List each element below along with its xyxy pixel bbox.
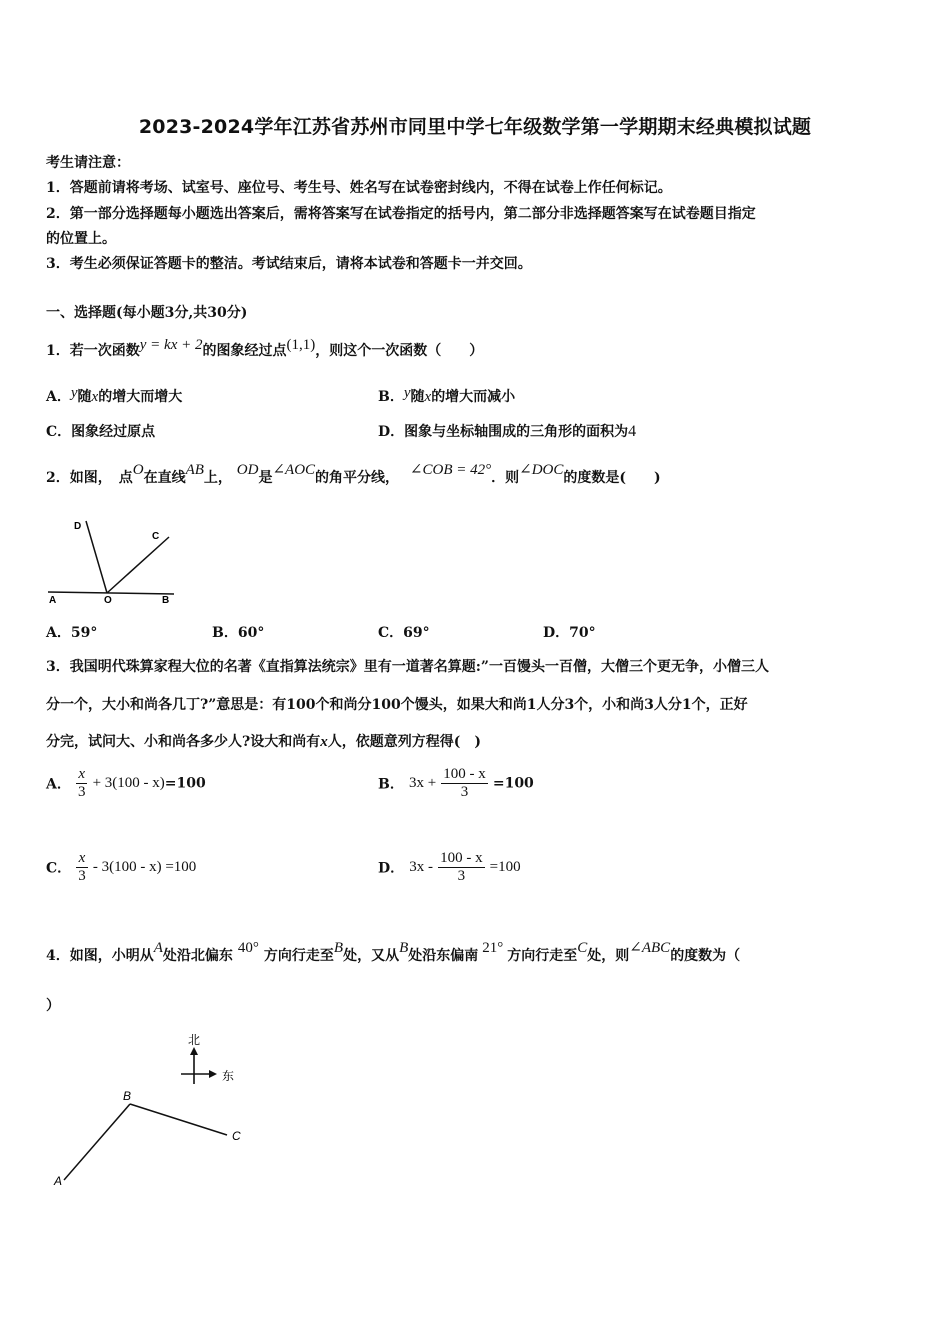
notice-item-3: 3．考生必须保证答题卡的整洁。考试结束后，请将本试卷和答题卡一并交回。	[46, 256, 532, 272]
fraction: $\frac{100 - x}{3}$	[440, 850, 483, 884]
notice-item-1: 1．答题前请将考场、试室号、座位号、考生号、姓名写在试卷密封线内，不得在试卷上作任何标记。	[46, 180, 672, 196]
label-b: B	[123, 1089, 132, 1103]
q4-stem-close: ）	[46, 998, 60, 1014]
q2-option-c[interactable]: C．69°	[378, 625, 430, 641]
ray-oc	[107, 537, 169, 593]
q1-option-d[interactable]: D．图象与坐标轴围成的三角形的面积为4	[378, 423, 637, 440]
label-d: D	[74, 521, 82, 532]
page-title: 2023-2024学年江苏省苏州市同里中学七年级数学第一学期期末经典模拟试题	[138, 116, 812, 138]
path-bc	[130, 1104, 227, 1135]
q3-option-a[interactable]: A． $\frac{x}{3}$ + 3(100 - x)=100	[46, 766, 206, 800]
label-b: B	[162, 595, 170, 606]
q3-option-b[interactable]: B． 3x + $\frac{100 - x}{3}$ =100	[378, 766, 534, 800]
q1-option-c[interactable]: C．图象经过原点	[46, 424, 156, 440]
label-a: A	[54, 1174, 63, 1188]
label-o: O	[104, 595, 112, 606]
east-arrow-icon	[209, 1070, 217, 1078]
path-ab	[64, 1104, 130, 1180]
q1-option-b[interactable]: B．y随x的增大而减小	[378, 385, 516, 405]
q4-figure	[44, 1028, 254, 1193]
q3-option-d[interactable]: D． 3x - $\frac{100 - x}{3}$ =100	[378, 850, 521, 884]
q2-option-b[interactable]: B．60°	[212, 625, 265, 641]
q2-stem: 2．如图， 点O在直线AB上， OD是∠AOC的角平分线， ∠COB = 42°．则∠DOC的度数是( )	[46, 462, 661, 486]
label-a: A	[49, 595, 57, 606]
notice-heading: 考生请注意：	[46, 155, 130, 171]
notice-item-2: 2．第一部分选择题每小题选出答案后，需将答案写在试卷指定的括号内，第二部分非选择题答案写在试卷题目指定	[46, 206, 756, 222]
label-c: C	[232, 1129, 241, 1143]
q3-line-2: 分一个，大小和尚各几丁?”意思是：有100个和尚分100个馒头，如果大和尚1人分3个，小和尚3人分1个，正好	[46, 697, 748, 713]
q4-stem: 4．如图，小明从A处沿北偏东 40° 方向行走至B处，又从B处沿东偏南 21° 方向行走至C处，则∠ABC的度数为（	[46, 940, 741, 964]
north-arrow-icon	[190, 1047, 198, 1055]
q2-option-a[interactable]: A．59°	[46, 625, 98, 641]
north-label: 北	[188, 1033, 201, 1047]
label-c: C	[152, 531, 160, 542]
q2-option-d[interactable]: D．70°	[543, 625, 596, 641]
line-ab	[48, 592, 174, 594]
section-heading: 一、选择题(每小题3分,共30分)	[46, 305, 248, 321]
east-label: 东	[222, 1069, 235, 1083]
fraction: $\frac{x}{3}$	[77, 766, 86, 800]
q1-stem: 1．若一次函数y = kx + 2的图象经过点(1,1)，则这个一次函数（ ）	[46, 337, 484, 359]
q3-line-3: 分完，试问大、小和尚各多少人?设大和尚有x人，依题意列方程得( )	[46, 734, 481, 750]
fraction: $\frac{100 - x}{3}$	[443, 766, 486, 800]
fraction: $\frac{x}{3}$	[78, 850, 86, 884]
ray-od	[86, 521, 107, 593]
notice-item-2-cont: 的位置上。	[46, 231, 116, 247]
q2-figure	[44, 515, 184, 607]
q3-line-1: 3．我国明代珠算家程大位的名著《直指算法统宗》里有一道著名算题:”一百馒头一百僧，大僧三个更无争，小僧三人	[46, 659, 769, 675]
q3-option-c[interactable]: C． $\frac{x}{3}$ - 3(100 - x) =100	[46, 850, 197, 884]
q1-option-a[interactable]: A．y随x的增大而增大	[46, 385, 183, 405]
